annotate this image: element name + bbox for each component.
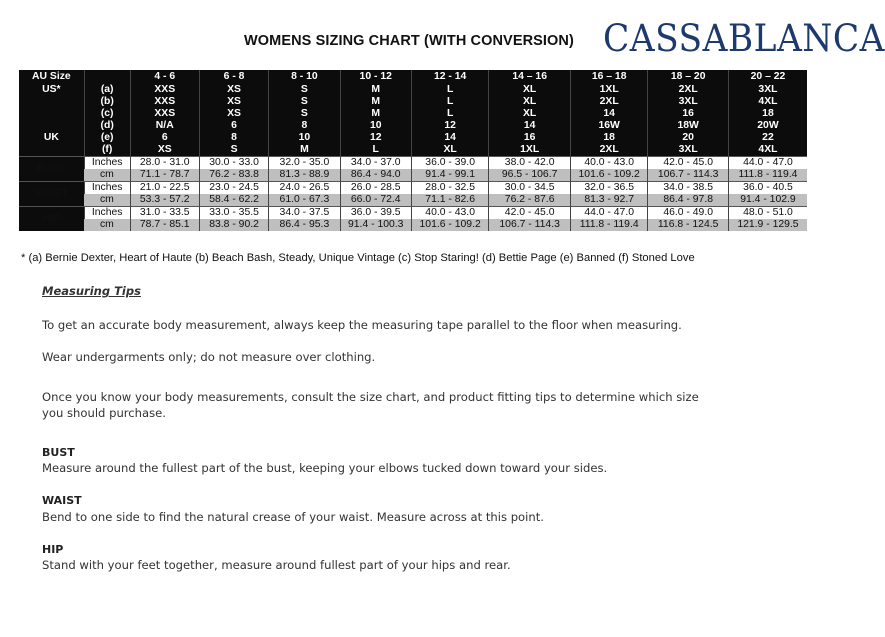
measurement-cell: 91.4 - 102.9 bbox=[728, 194, 807, 207]
au-size-col-header: 10 - 12 bbox=[340, 70, 411, 84]
measurement-cell: 53.3 - 57.2 bbox=[130, 194, 199, 207]
measurement-cell: 111.8 - 119.4 bbox=[728, 169, 807, 182]
measurement-cell: 26.0 - 28.5 bbox=[340, 182, 411, 195]
measurement-cell: 36.0 - 39.0 bbox=[411, 157, 488, 170]
size-cell: 18W bbox=[648, 120, 729, 132]
size-cell: 1XL bbox=[489, 144, 571, 157]
measurement-cell: 40.0 - 43.0 bbox=[411, 207, 488, 220]
size-cell: M bbox=[269, 144, 340, 157]
size-cell: 2XL bbox=[570, 96, 647, 108]
us-size-row bbox=[19, 108, 807, 120]
size-cell: S bbox=[269, 84, 340, 96]
measurement-cell: 40.0 - 43.0 bbox=[570, 157, 647, 170]
au-size-col-header: 18 – 20 bbox=[648, 70, 729, 84]
size-cell: 16 bbox=[648, 108, 729, 120]
measurement-cell: 46.0 - 49.0 bbox=[648, 207, 729, 220]
measurement-cell: 101.6 - 109.2 bbox=[570, 169, 647, 182]
measurement-cell: 96.5 - 106.7 bbox=[489, 169, 571, 182]
measurement-inches-row bbox=[19, 207, 807, 220]
au-size-col-header bbox=[84, 70, 130, 84]
measurement-inches-row bbox=[19, 157, 807, 170]
empty-cell bbox=[19, 120, 84, 132]
measurement-cell: 32.0 - 35.0 bbox=[269, 157, 340, 170]
au-size-col-header: 20 – 22 bbox=[728, 70, 807, 84]
measurement-cm-row bbox=[19, 169, 807, 182]
au-size-header: AU Size bbox=[19, 70, 84, 84]
measurement-cell: 31.0 - 33.5 bbox=[130, 207, 199, 220]
measurement-cell: 21.0 - 22.5 bbox=[130, 182, 199, 195]
brand-code: (d) bbox=[84, 120, 130, 132]
measurement-cell: 111.8 - 119.4 bbox=[570, 219, 647, 231]
measuring-tips-heading: Measuring Tips bbox=[42, 284, 141, 298]
brand-code: (b) bbox=[84, 96, 130, 108]
unit-label: Inches bbox=[84, 182, 130, 195]
measurement-cm-row bbox=[19, 219, 807, 231]
size-cell: XS bbox=[199, 84, 268, 96]
size-cell: 10 bbox=[269, 132, 340, 144]
size-cell: L bbox=[411, 84, 488, 96]
measurement-cell: 24.0 - 26.5 bbox=[269, 182, 340, 195]
measurement-cell: 86.4 - 94.0 bbox=[340, 169, 411, 182]
size-cell: XL bbox=[411, 144, 488, 157]
unit-label: cm bbox=[84, 219, 130, 231]
measurement-cell: 106.7 - 114.3 bbox=[648, 169, 729, 182]
size-cell: 8 bbox=[269, 120, 340, 132]
measurement-cell: 30.0 - 33.0 bbox=[199, 157, 268, 170]
size-cell: S bbox=[199, 144, 268, 157]
brand-logo: CASSABLANCA bbox=[603, 17, 885, 60]
size-cell: XL bbox=[489, 96, 571, 108]
size-cell: XXS bbox=[130, 84, 199, 96]
au-size-col-header: 8 - 10 bbox=[269, 70, 340, 84]
brand-footnote: * (a) Bernie Dexter, Heart of Haute (b) Beach Bash, Steady, Unique Vintage (c) Stop Staring! (d) Bettie Page (e) Banned (f) Stoned Love bbox=[21, 252, 695, 264]
measurement-cell: 83.8 - 90.2 bbox=[199, 219, 268, 231]
measurement-cell: 28.0 - 31.0 bbox=[130, 157, 199, 170]
size-cell: 14 bbox=[411, 132, 488, 144]
measurement-inches-row bbox=[19, 182, 807, 195]
measurement-cell: 76.2 - 87.6 bbox=[489, 194, 571, 207]
measurement-cell: 91.4 - 99.1 bbox=[411, 169, 488, 182]
unit-label: Inches bbox=[84, 157, 130, 170]
empty-cell bbox=[19, 96, 84, 108]
measurement-cell: 42.0 - 45.0 bbox=[648, 157, 729, 170]
bust-instructions: Measure around the fullest part of the bust, keeping your elbows tucked down toward your sides. bbox=[42, 461, 608, 475]
size-cell: 18 bbox=[728, 108, 807, 120]
measurement-cell: 81.3 - 88.9 bbox=[269, 169, 340, 182]
measurement-cell: 34.0 - 38.5 bbox=[648, 182, 729, 195]
measurement-cell: 106.7 - 114.3 bbox=[489, 219, 571, 231]
size-cell: 3XL bbox=[648, 144, 729, 157]
measurement-cell: 48.0 - 51.0 bbox=[728, 207, 807, 220]
measurement-cell: 32.0 - 36.5 bbox=[570, 182, 647, 195]
size-cell: M bbox=[340, 108, 411, 120]
measurement-cell: 78.7 - 85.1 bbox=[130, 219, 199, 231]
hip-heading: HIP bbox=[42, 543, 64, 556]
measurement-cell: 76.2 - 83.8 bbox=[199, 169, 268, 182]
size-cell: M bbox=[340, 84, 411, 96]
au-size-col-header: 14 – 16 bbox=[489, 70, 571, 84]
brand-code: (e) bbox=[84, 132, 130, 144]
measurement-cm-row bbox=[19, 194, 807, 207]
size-cell: S bbox=[269, 108, 340, 120]
size-cell: 4XL bbox=[728, 144, 807, 157]
measurement-cell: 61.0 - 67.3 bbox=[269, 194, 340, 207]
uk-size-row bbox=[19, 132, 807, 144]
empty-cell bbox=[19, 108, 84, 120]
measurement-cell: 34.0 - 37.0 bbox=[340, 157, 411, 170]
au-size-col-header: 4 - 6 bbox=[130, 70, 199, 84]
size-cell: 1XL bbox=[570, 84, 647, 96]
size-cell: 16W bbox=[570, 120, 647, 132]
size-cell: 14 bbox=[570, 108, 647, 120]
tip-consult-chart-line1: Once you know your body measurements, consult the size chart, and product fitting tips to determine which size bbox=[42, 390, 699, 404]
measurement-cell: 44.0 - 47.0 bbox=[570, 207, 647, 220]
size-cell: L bbox=[411, 96, 488, 108]
sizing-table-body bbox=[19, 70, 807, 231]
size-cell: 6 bbox=[199, 120, 268, 132]
tip-consult-chart-line2: you should purchase. bbox=[42, 406, 166, 420]
size-cell: 6 bbox=[130, 132, 199, 144]
measurement-cell: 91.4 - 100.3 bbox=[340, 219, 411, 231]
us-size-row bbox=[19, 120, 807, 132]
size-cell: XXS bbox=[130, 96, 199, 108]
unit-label: cm bbox=[84, 194, 130, 207]
tip-parallel-tape: To get an accurate body measurement, always keep the measuring tape parallel to the floor when measuring. bbox=[42, 318, 682, 332]
size-cell: 20W bbox=[728, 120, 807, 132]
tip-undergarments: Wear undergarments only; do not measure over clothing. bbox=[42, 350, 376, 364]
waist-instructions: Bend to one side to find the natural crease of your waist. Measure across at this point. bbox=[42, 510, 544, 524]
table-header-row bbox=[19, 70, 807, 84]
measurement-cell: 71.1 - 82.6 bbox=[411, 194, 488, 207]
size-cell: 22 bbox=[728, 132, 807, 144]
size-cell: XS bbox=[199, 96, 268, 108]
measurement-cell: 101.6 - 109.2 bbox=[411, 219, 488, 231]
size-cell: XL bbox=[489, 108, 571, 120]
sizing-table bbox=[19, 70, 807, 231]
measurement-label: HIP bbox=[19, 207, 84, 232]
brand-code: (a) bbox=[84, 84, 130, 96]
size-cell: L bbox=[411, 108, 488, 120]
measurement-cell: 86.4 - 97.8 bbox=[648, 194, 729, 207]
size-cell: 3XL bbox=[648, 96, 729, 108]
size-cell: S bbox=[269, 96, 340, 108]
measurement-cell: 71.1 - 78.7 bbox=[130, 169, 199, 182]
measurement-cell: 38.0 - 42.0 bbox=[489, 157, 571, 170]
uk-label: UK bbox=[19, 132, 84, 144]
measurement-cell: 81.3 - 92.7 bbox=[570, 194, 647, 207]
size-cell: 18 bbox=[570, 132, 647, 144]
waist-heading: WAIST bbox=[42, 494, 82, 507]
au-size-col-header: 16 – 18 bbox=[570, 70, 647, 84]
size-cell: 2XL bbox=[648, 84, 729, 96]
measurement-cell: 116.8 - 124.5 bbox=[648, 219, 729, 231]
measurement-cell: 30.0 - 34.5 bbox=[489, 182, 571, 195]
size-cell: M bbox=[340, 96, 411, 108]
size-cell: L bbox=[340, 144, 411, 157]
unit-label: cm bbox=[84, 169, 130, 182]
size-cell: 4XL bbox=[728, 96, 807, 108]
size-cell: 16 bbox=[489, 132, 571, 144]
measurement-cell: 34.0 - 37.5 bbox=[269, 207, 340, 220]
au-size-col-header: 12 - 14 bbox=[411, 70, 488, 84]
measurement-cell: 42.0 - 45.0 bbox=[489, 207, 571, 220]
us-size-row bbox=[19, 96, 807, 108]
measurement-cell: 36.0 - 39.5 bbox=[340, 207, 411, 220]
size-cell: XS bbox=[130, 144, 199, 157]
size-cell: XS bbox=[199, 108, 268, 120]
hip-instructions: Stand with your feet together, measure around fullest part of your hips and rear. bbox=[42, 558, 511, 572]
measurement-cell: 23.0 - 24.5 bbox=[199, 182, 268, 195]
empty-cell bbox=[19, 144, 84, 157]
size-cell: N/A bbox=[130, 120, 199, 132]
bust-heading: BUST bbox=[42, 446, 75, 459]
measurement-cell: 66.0 - 72.4 bbox=[340, 194, 411, 207]
brand-code: (f) bbox=[84, 144, 130, 157]
size-cell: 8 bbox=[199, 132, 268, 144]
measurement-cell: 58.4 - 62.2 bbox=[199, 194, 268, 207]
size-cell: 12 bbox=[411, 120, 488, 132]
measurement-cell: 121.9 - 129.5 bbox=[728, 219, 807, 231]
measurement-label: WAIST bbox=[19, 182, 84, 207]
au-size-col-header: 6 - 8 bbox=[199, 70, 268, 84]
chart-title: WOMENS SIZING CHART (WITH CONVERSION) bbox=[244, 33, 574, 49]
uk-size-row bbox=[19, 144, 807, 157]
measurement-cell: 28.0 - 32.5 bbox=[411, 182, 488, 195]
unit-label: Inches bbox=[84, 207, 130, 220]
size-cell: 20 bbox=[648, 132, 729, 144]
size-cell: XL bbox=[489, 84, 571, 96]
size-cell: 12 bbox=[340, 132, 411, 144]
size-cell: 3XL bbox=[728, 84, 807, 96]
measurement-cell: 36.0 - 40.5 bbox=[728, 182, 807, 195]
size-cell: 14 bbox=[489, 120, 571, 132]
brand-code: (c) bbox=[84, 108, 130, 120]
us-label: US* bbox=[19, 84, 84, 96]
size-cell: 2XL bbox=[570, 144, 647, 157]
size-cell: 10 bbox=[340, 120, 411, 132]
measurement-cell: 44.0 - 47.0 bbox=[728, 157, 807, 170]
measurement-cell: 33.0 - 35.5 bbox=[199, 207, 268, 220]
measurement-cell: 86.4 - 95.3 bbox=[269, 219, 340, 231]
us-size-row bbox=[19, 84, 807, 96]
size-cell: XXS bbox=[130, 108, 199, 120]
measurement-label: BUST bbox=[19, 157, 84, 182]
